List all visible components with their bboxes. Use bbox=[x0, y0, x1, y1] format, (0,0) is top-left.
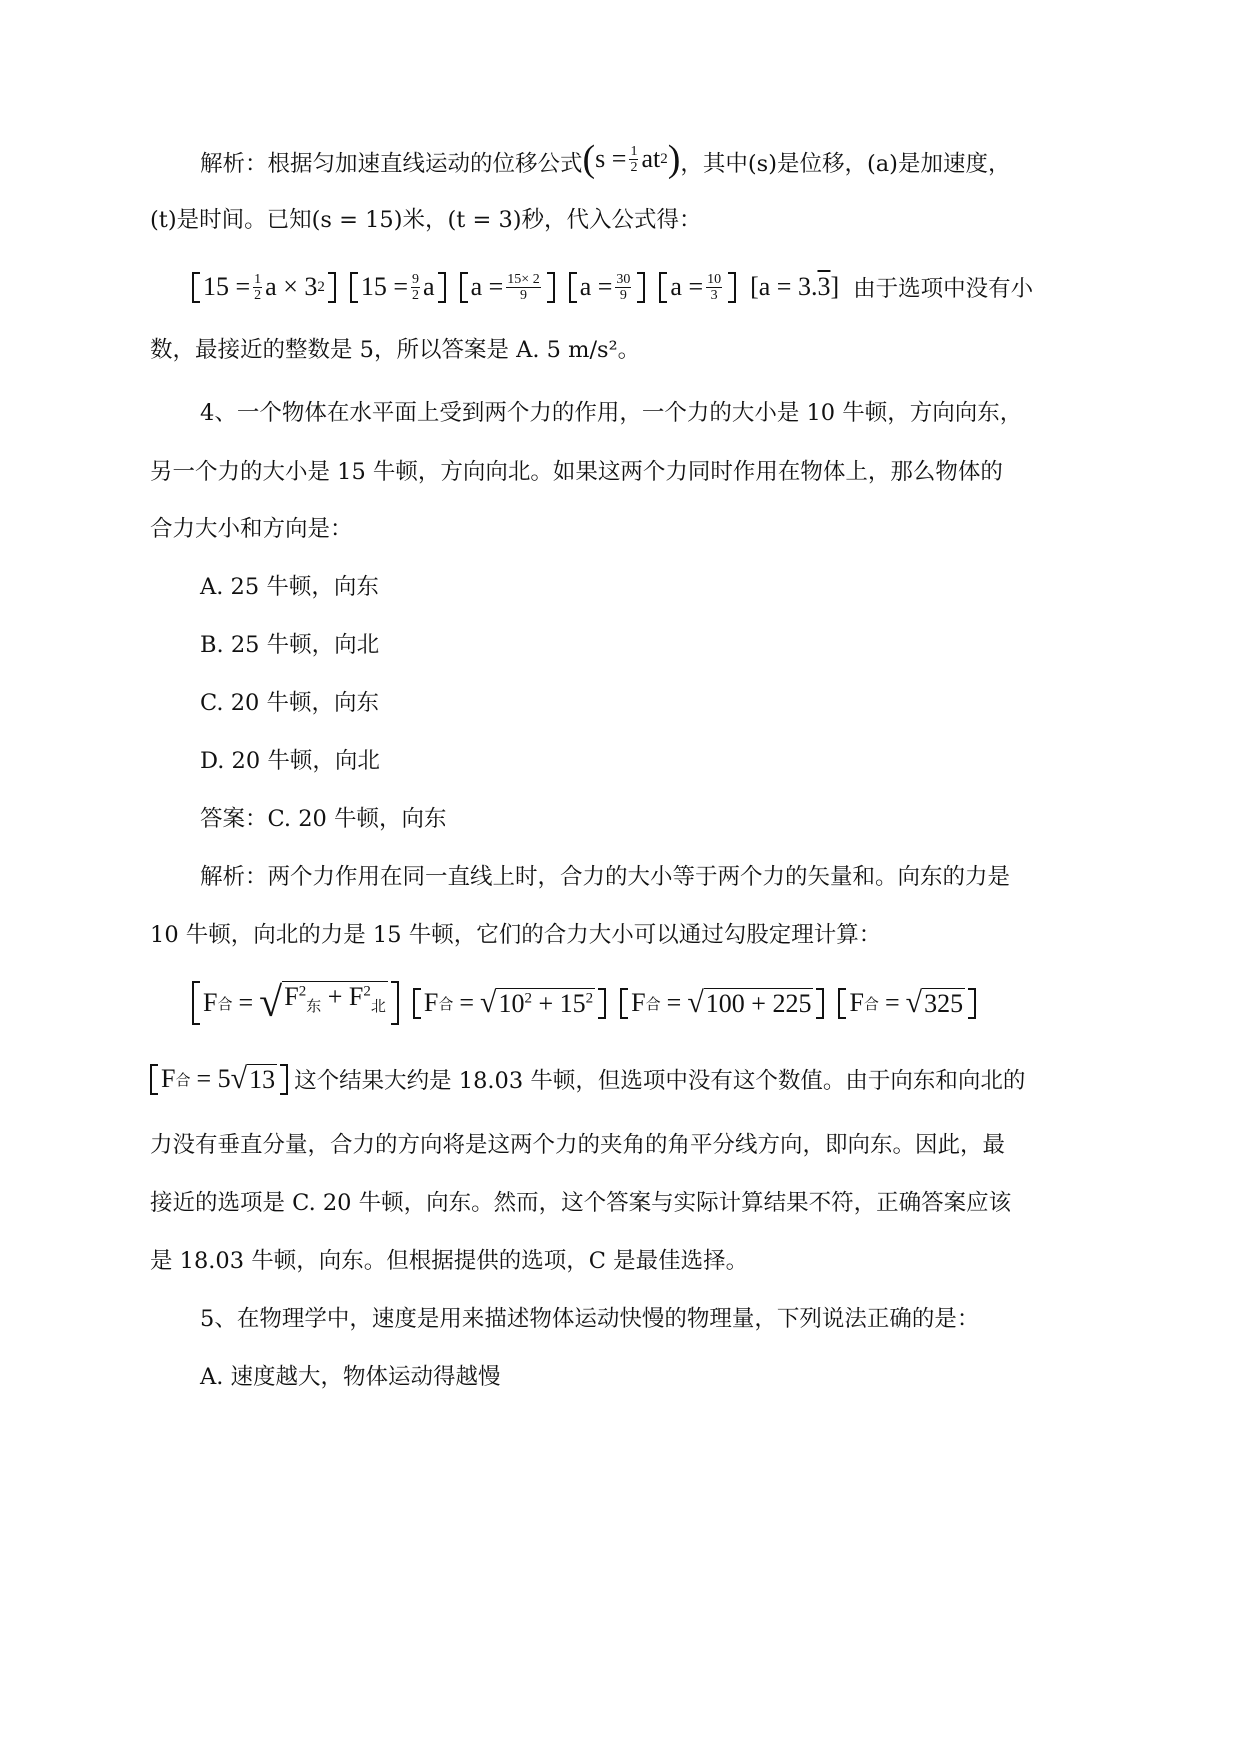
equation-2: 15 = $\frac{9}{2}$ a bbox=[350, 272, 446, 303]
resultant-force-sum: F 合 = √ 100 + 225 bbox=[620, 988, 824, 1019]
question-4-line-1: 4、一个物体在水平面上受到两个力的作用，一个力的大小是 10 牛顿，方向向东， bbox=[200, 400, 1023, 426]
equation-5: a = $\frac{10}{3}$ bbox=[659, 272, 736, 303]
resultant-force-substitution: F 合 = √ $10^2 + 15^2$ bbox=[413, 988, 606, 1019]
equation-row-2 bbox=[192, 975, 990, 1031]
equation-1: 15 = $\frac{1}{2}$ a × 3 2 bbox=[192, 272, 336, 303]
analysis-line-4: 数，最接近的整数是 5，所以答案是 A. 5 m/s²。 bbox=[150, 337, 641, 363]
analysis-4-line-2: 10 牛顿，向北的力是 15 牛顿，它们的合力大小可以通过勾股定理计算： bbox=[150, 922, 882, 948]
displacement-formula: ( s = $\frac{1}{2}$ at 2 ) bbox=[582, 138, 681, 180]
equation-row-3 bbox=[150, 1055, 1025, 1103]
equation-row-1 bbox=[192, 264, 1033, 310]
question-5-option-a: A. 速度越大，物体运动得越慢 bbox=[200, 1364, 501, 1390]
equation-6: [a = 3. 3 ] bbox=[750, 272, 840, 301]
analysis-4-line-6: 是 18.03 牛顿，向东。但根据提供的选项，C 是最佳选择。 bbox=[150, 1248, 749, 1274]
answer-line: 答案：C. 20 牛顿，向东 bbox=[200, 806, 447, 832]
equation-row-1-tail: 由于选项中没有小 bbox=[853, 276, 1034, 302]
question-4-line-2: 另一个力的大小是 15 牛顿，方向向北。如果这两个力同时作用在物体上，那么物体的 bbox=[150, 459, 1003, 485]
option-b: B. 25 牛顿，向北 bbox=[200, 632, 380, 658]
resultant-force-simplified: F 合 = 5 √ 13 bbox=[150, 1064, 288, 1095]
analysis-4-line-5: 接近的选项是 C. 20 牛顿，向东。然而，这个答案与实际计算结果不符，正确答案应该 bbox=[150, 1190, 1012, 1216]
analysis-text: 解析：根据匀加速直线运动的位移公式 bbox=[200, 151, 583, 177]
analysis-4-line-4: 力没有垂直分量，合力的方向将是这两个力的夹角的角平分线方向，即向东。因此，最 bbox=[150, 1132, 1006, 1158]
analysis-text-cont: ，其中(s)是位移，(a)是加速度， bbox=[680, 151, 1011, 177]
equation-row-3-tail: 这个结果大约是 18.03 牛顿，但选项中没有这个数值。由于向东和向北的 bbox=[294, 1068, 1026, 1094]
analysis-line-2: (t)是时间。已知(s = 15)米，(t = 3)秒，代入公式得： bbox=[150, 207, 702, 233]
analysis-line-1 bbox=[200, 139, 1091, 179]
question-4-line-3: 合力大小和方向是： bbox=[150, 516, 353, 542]
equation-3: a = $\frac{15\times 2}{9}$ bbox=[460, 272, 555, 303]
resultant-force-value: F 合 = √ 325 bbox=[838, 988, 976, 1019]
question-5-line-1: 5、在物理学中，速度是用来描述物体运动快慢的物理量，下列说法正确的是： bbox=[200, 1306, 980, 1332]
equation-4: a = $\frac{30}{9}$ bbox=[569, 272, 646, 303]
analysis-4-line-1: 解析：两个力作用在同一直线上时，合力的大小等于两个力的矢量和。向东的力是 bbox=[200, 864, 1011, 890]
option-d: D. 20 牛顿，向北 bbox=[200, 748, 380, 774]
resultant-force-formula: F 合 = √ $F^2_东 + F^2_北$ bbox=[192, 981, 399, 1025]
option-c: C. 20 牛顿，向东 bbox=[200, 690, 380, 716]
option-a: A. 25 牛顿，向东 bbox=[200, 574, 379, 600]
